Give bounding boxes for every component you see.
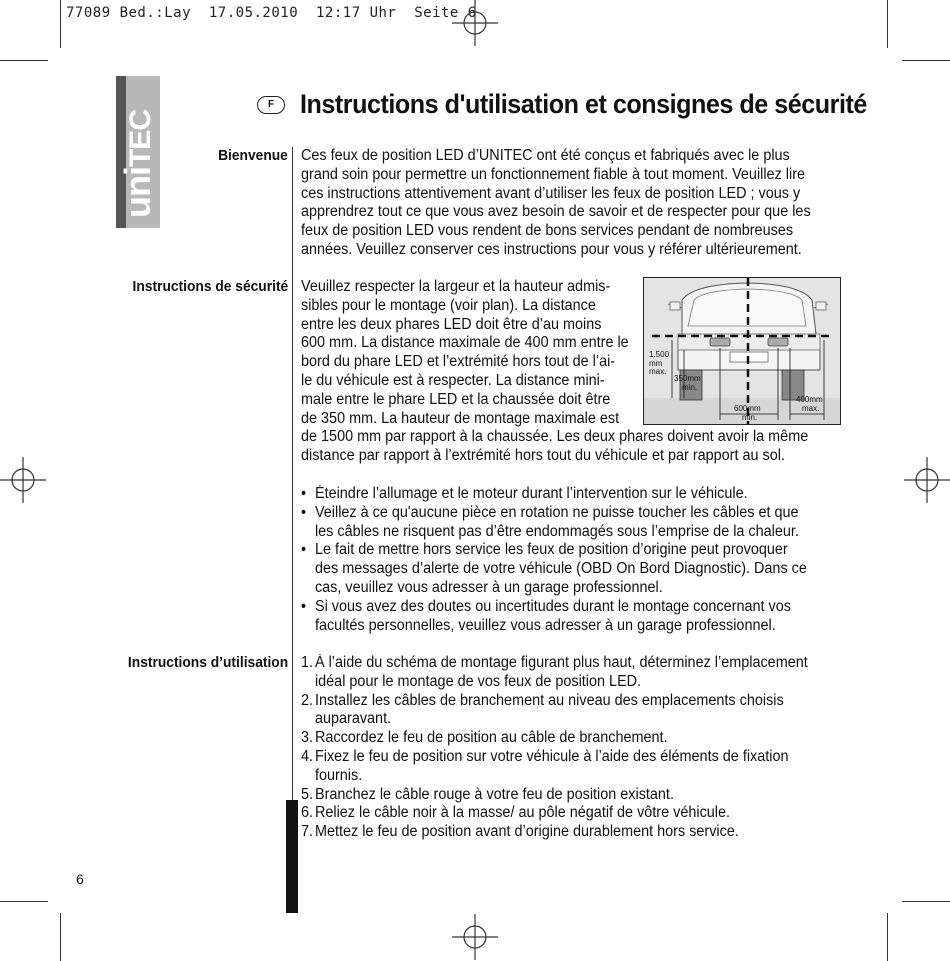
bullet-marker: • [301, 597, 307, 615]
paragraph-line: le du véhicule est à respecter. La distance mini- [301, 371, 605, 389]
list-item [301, 804, 808, 823]
paragraph-line: sibles pour le montage (voir plan). La distance [301, 296, 596, 314]
height-dimension-label [649, 351, 669, 377]
list-item-text: les câbles ne risquent pas d’être endommagés sous l’emprise de la chaleur. [314, 522, 799, 540]
print-slug-line: 77089 Bed.:Lay 17.05.2010 12:17 Uhr Seite 6 [66, 5, 477, 21]
list-item-text: des messages d’alerte de votre véhicule (OBD On Bord Diagnostic). Dans ce [314, 560, 807, 578]
paragraph-line: 600 mm. La distance maximale de 400 mm entre le [301, 334, 629, 352]
list-item-text: Mettez le feu de position avant d’origine durablement hors service. [314, 823, 739, 841]
list-item-text: Fixez le feu de position sur votre véhicule à l’aide des éléments de fixation [314, 747, 789, 765]
list-item-text: Éteindre l’allumage et le moteur durant l’intervention sur le véhicule. [314, 485, 748, 502]
list-item-text: idéal pour le montage de vos feux de position LED. [314, 672, 642, 690]
dimension-text: min. [682, 382, 698, 392]
list-item [301, 823, 808, 842]
paragraph-line: de 1500 mm par rapport à la chaussée. Les deux phares doivent avoir la même [301, 428, 809, 446]
crop-mark [60, 913, 61, 961]
step-number: 6. [301, 804, 314, 822]
usage-steps-list [301, 654, 808, 842]
list-item [301, 504, 807, 542]
list-item-text: auparavant. [314, 710, 392, 728]
step-number: 7. [301, 823, 314, 841]
step-number: 4. [301, 747, 314, 765]
crop-mark [0, 901, 48, 902]
language-badge: F [257, 96, 285, 114]
step-number: 2. [301, 691, 314, 709]
dimension-text: 400mm [796, 395, 823, 404]
brand-logo-suffix: TEC [124, 110, 157, 168]
list-item-text: Installez les câbles de branchement au niveau des emplacements choisis [314, 691, 784, 709]
list-item-text: fournis. [314, 766, 363, 784]
mounting-diagram [643, 277, 841, 425]
list-item [301, 729, 808, 748]
dimension-text: mm [649, 358, 663, 368]
section-label-securite: Instructions de sécurité [132, 278, 288, 295]
dimension-text: max. [649, 367, 667, 376]
crop-mark [902, 901, 950, 902]
page-number: 6 [76, 871, 84, 887]
step-number: 3. [301, 729, 314, 747]
crop-mark [0, 60, 48, 61]
dimension-text: 1.500 [649, 350, 670, 359]
column-divider [292, 147, 293, 859]
paragraph-line: apprendrez tout ce que vous avez besoin de savoir et de respecter pour que les [301, 203, 811, 221]
bienvenue-paragraph [301, 147, 811, 260]
registration-mark-right [904, 457, 950, 503]
brand-logo-main: uni [117, 167, 158, 218]
crop-mark [902, 60, 950, 61]
list-item [301, 541, 807, 597]
bullet-marker: • [301, 541, 307, 559]
registration-mark-left [0, 457, 46, 503]
paragraph-line: années. Veuillez conserver ces instructions pour vous y référer ultérieurement. [301, 240, 802, 258]
paragraph-line: Veuillez respecter la largeur et la hauteur admis- [301, 278, 611, 295]
registration-mark-bottom [452, 914, 498, 960]
dimension-text: min. [742, 412, 758, 422]
crop-mark [887, 913, 888, 961]
paragraph-line: de 350 mm. La hauteur de montage maximale est [301, 409, 620, 427]
paragraph-line: Ces feux de position LED d’UNITEC ont été conçus et fabriqués avec le plus [301, 147, 790, 164]
crop-mark [60, 0, 61, 48]
bullet-marker: • [301, 485, 307, 502]
step-number: 5. [301, 785, 314, 803]
paragraph-line: ces instructions attentivement avant d’utiliser les feux de position LED ; vous y [301, 184, 801, 202]
list-item-text: cas, veuillez vous adresser à un garage professionnel. [314, 578, 663, 596]
list-item [301, 654, 808, 692]
list-item [301, 485, 807, 504]
list-item [301, 786, 808, 805]
list-item-text: Veillez à ce qu'aucune pièce en rotation ne puisse toucher les câbles et que [314, 503, 799, 521]
ground-clearance-label [674, 375, 701, 392]
list-item-text: facultés personnelles, veuillez vous adresser à un garage professionnel. [314, 616, 776, 634]
dimension-text: 350mm [674, 374, 701, 383]
safety-bullet-list [301, 485, 807, 635]
crop-mark [887, 0, 888, 48]
paragraph-line: grand soin pour permettre un fonctionnement fiable à tout moment. Veuillez lire [301, 165, 806, 183]
paragraph-line: bord du phare LED et l’extrémité hors tout de l’ai- [301, 353, 616, 371]
dimension-text: 600mm [734, 404, 761, 413]
paragraph-line: entre les deux phares LED doit être d’au moins [301, 315, 602, 333]
list-item-text: Raccordez le feu de position au câble de branchement. [314, 729, 668, 747]
list-item [301, 598, 807, 636]
paragraph-line: distance par rapport à l’extrémité hors tout du véhicule et par rapport au sol. [301, 447, 785, 465]
section-label-utilisation: Instructions d’utilisation [127, 654, 288, 671]
list-item-text: Branchez le câble rouge à votre feu de position existant. [314, 785, 674, 803]
bullet-marker: • [301, 503, 307, 521]
registration-mark-top [452, 0, 498, 46]
brand-logo [117, 110, 159, 218]
paragraph-line: feux de position LED vous rendent de bons services pendant de nombreuses [301, 222, 794, 240]
section-label-bienvenue: Bienvenue [218, 147, 288, 164]
thumb-index-bar [286, 800, 298, 913]
step-number: 1. [301, 654, 314, 671]
list-item-text: À l’aide du schéma de montage figurant plus haut, déterminez l’emplacement [314, 654, 808, 671]
list-item [301, 748, 808, 786]
page-title: Instructions d'utilisation et consignes de sécurité [300, 89, 867, 119]
list-item [301, 692, 808, 730]
edge-distance-label [796, 396, 823, 413]
spacing-dimension-label [734, 405, 761, 422]
paragraph-line: male entre le phare LED et la chaussée doit être [301, 390, 611, 408]
dimension-text: max. [802, 403, 820, 413]
list-item-text: Reliez le câble noir à la masse/ au pôle négatif de vôtre véhicule. [314, 804, 731, 822]
list-item-text: Si vous avez des doutes ou incertitudes durant le montage concernant vos [314, 597, 791, 615]
list-item-text: Le fait de mettre hors service les feux de position d’origine peut provoquer [314, 541, 788, 559]
